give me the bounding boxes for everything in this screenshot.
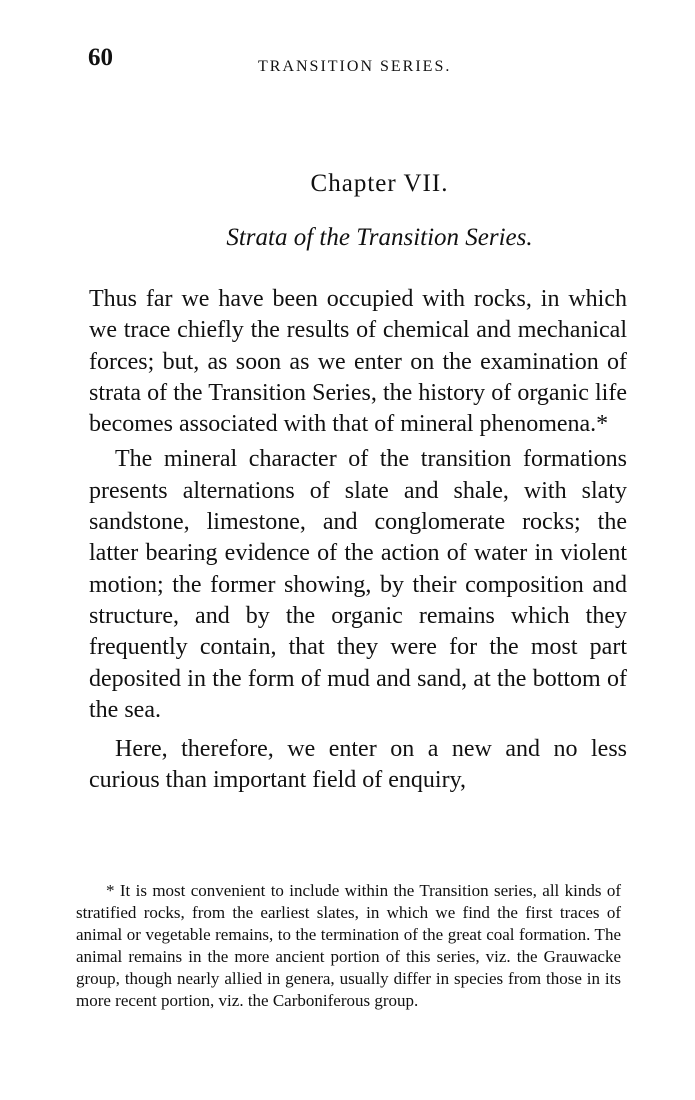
paragraph-1: Thus far we have been occupied with rocks, in which we trace chiefly the results of chemical and mechanical forces; but, as soon as we enter on the examination of strata of the Transition Series, the history of organic life becomes associated with that of mineral phenomena.* xyxy=(89,286,627,438)
chapter-heading: Chapter VII. xyxy=(310,170,449,197)
page-number: 60 xyxy=(88,44,113,71)
body-text xyxy=(89,284,627,797)
footnote-text: * It is most convenient to include within the Transition series, all kinds of stratified rocks, from the earliest slates, in which we find the first traces of animal or vegetable remains, to the termination of the great coal formation. The animal remains in the more ancient portion of this series, viz. the Grauwacke group, though nearly allied in genera, usually differ in species from those in its more recent portion, viz. the Carboniferous group. xyxy=(76,881,621,1010)
chapter-title: Strata of the Transition Series. xyxy=(226,224,533,251)
running-head: TRANSITION SERIES. xyxy=(258,58,452,75)
paragraph-3: Here, therefore, we enter on a new and no less curious than important field of enquiry, xyxy=(89,736,627,794)
paragraph-2: The mineral character of the transition formations presents alternations of slate and shale, with slaty sandstone, limestone, and conglomerate rocks; the latter bearing evidence of the action of water in violent motion; the former showing, by their composition and structure, and by the organic remains which they frequently contain, that they were for the most part deposited in the form of mud and sand, at the bottom of the sea. xyxy=(89,446,627,723)
footnote xyxy=(76,880,621,1012)
